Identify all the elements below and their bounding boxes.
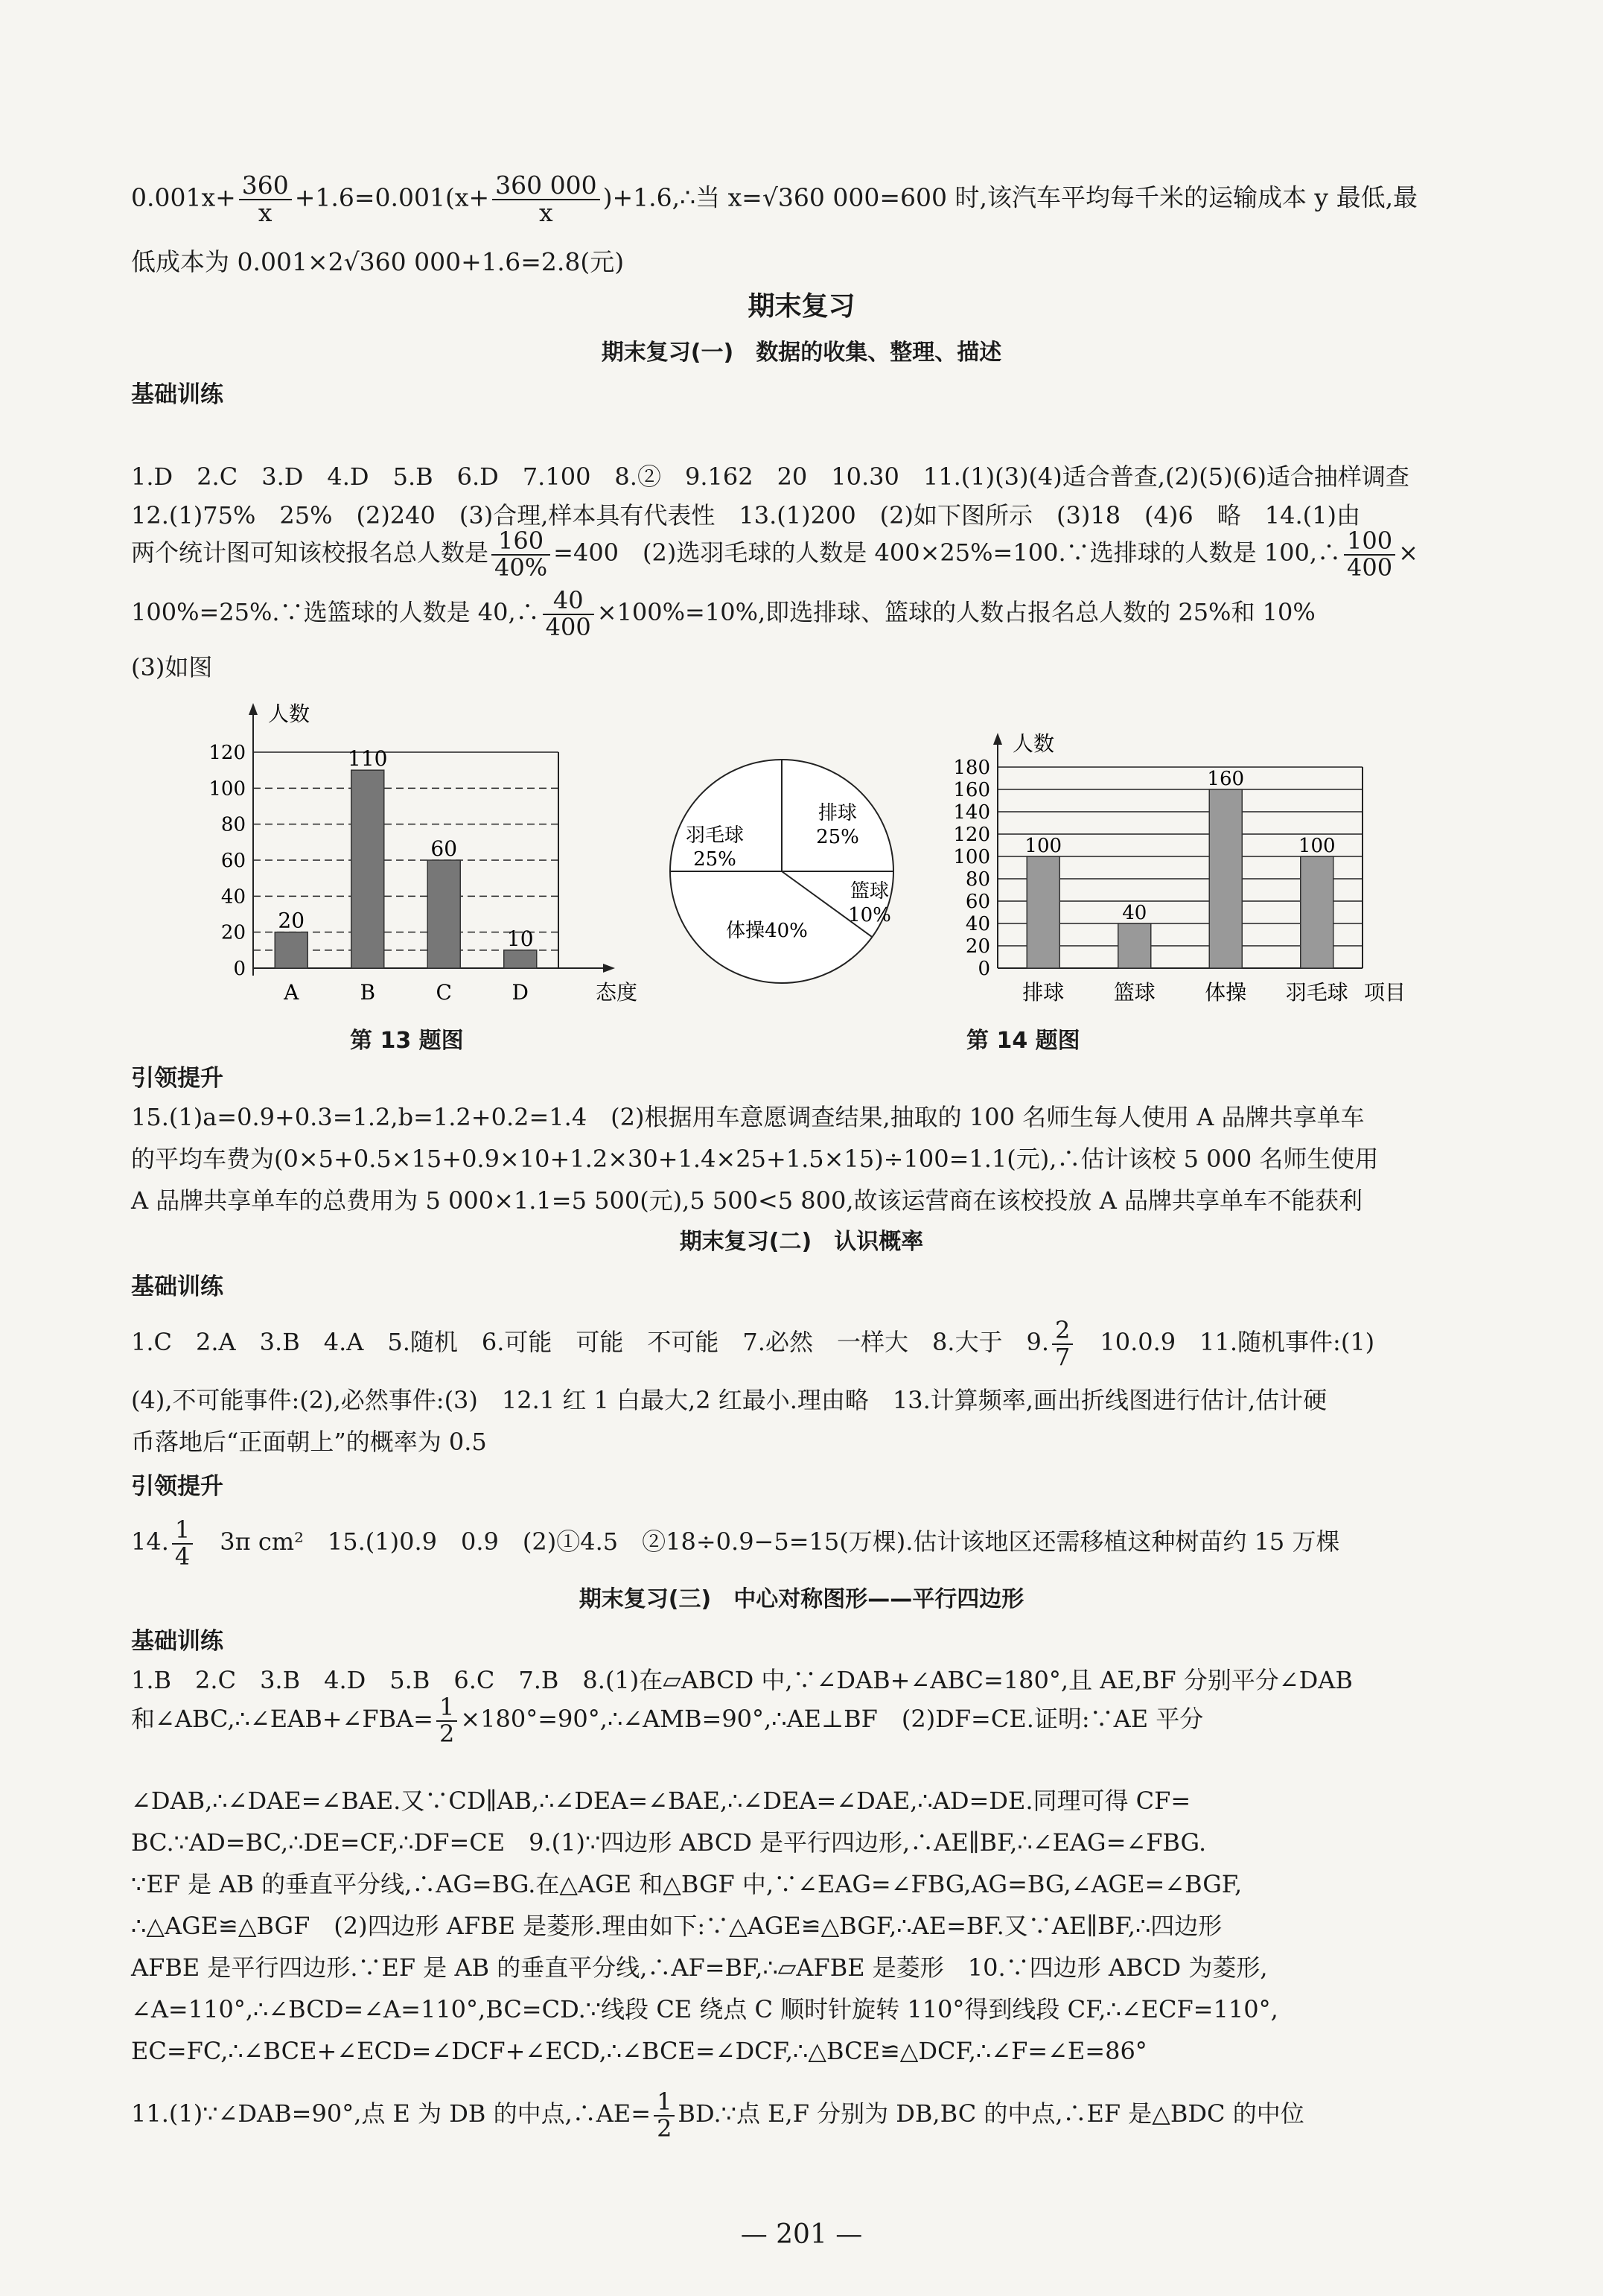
chart-pie [655, 752, 923, 983]
section-1-basic-label: 基础训练 [131, 381, 223, 408]
section-1-heading: 期末复习(一) 数据的收集、整理、描述 [601, 340, 1002, 366]
page-title: 期末复习 [748, 291, 855, 322]
bar [504, 950, 537, 968]
section-2-basic-label: 基础训练 [131, 1273, 223, 1300]
s2-line-1: 1.C 2.A 3.B 4.A 5.随机 6.可能 可能 不可能 7.必然 一样大 8.大于 9. $\frac{2}{7}$ 10.0.9 11.随机事件:(1) [131, 1315, 1375, 1371]
s1-line-8: A 品牌共享单车的总费用为 5 000×1.1=5 500(元),5 500<5 800,故该运营商在该校投放 A 品牌共享单车不能获利 [131, 1186, 1363, 1215]
intro-line-2: 低成本为 0.001×2√360 000+1.6=2.8(元) [131, 247, 625, 276]
y-axis-label: 人数 [1013, 731, 1055, 756]
s1-line-6: 15.(1)a=0.9+0.3=1.2,b=1.2+0.2=1.4 (2)根据用车意愿调查结果,抽取的 100 名师生每人使用 A 品牌共享单车 [131, 1103, 1365, 1131]
y-tick-label: 160 [953, 779, 990, 801]
s3-line-3: ∠DAB,∴∠DAE=∠BAE.又∵CD∥AB,∴∠DEA=∠BAE,∴∠DEA=∠DAE,∴AD=DE.同理可得 CF= [131, 1787, 1191, 1815]
y-axis-arrow [993, 733, 1002, 745]
fraction: $\frac{360}{x}$ [239, 173, 292, 226]
y-tick-label: 0 [978, 958, 990, 980]
s3-line-1: 1.B 2.C 3.B 4.D 5.B 6.C 7.B 8.(1)在▱ABCD 中,∵∠DAB+∠ABC=180°,且 AE,BF 分别平分∠DAB [131, 1666, 1353, 1694]
y-tick-label: 80 [220, 813, 246, 836]
section-2-advanced-label: 引领提升 [131, 1473, 223, 1500]
bar [275, 932, 307, 968]
s3-line-8: ∠A=110°,∴∠BCD=∠A=110°,BC=CD.∵线段 CE 绕点 C 顺时针旋转 110°得到线段 CF,∴∠ECF=110°, [131, 1995, 1278, 2023]
s1-line-1: 1.D 2.C 3.D 4.D 5.B 6.D 7.100 8.② 9.162 20 10.30 11.(1)(3)(4)适合普查,(2)(5)(6)适合抽样调查 [131, 462, 1409, 491]
y-tick-label: 60 [220, 850, 246, 872]
s2-line-3: 币落地后“正面朝上”的概率为 0.5 [131, 1428, 487, 1456]
y-tick-label: 180 [953, 757, 990, 779]
y-tick-label: 40 [220, 885, 246, 909]
y-tick-label: 100 [953, 846, 990, 868]
pie-label-line: 25% [816, 826, 859, 848]
pie-label-line: 羽毛球 [685, 824, 745, 847]
y-axis-label: 人数 [268, 702, 310, 726]
data-label: 110 [348, 746, 388, 772]
s1-line-7: 的平均车费为(0×5+0.5×15+0.9×10+1.2×30+1.4×25+1.5×15)÷100=1.1(元),∴估计该校 5 000 名师生使用 [131, 1145, 1379, 1173]
data-label: 40 [1122, 902, 1147, 924]
bar [351, 770, 384, 968]
fraction: $\frac{2}{7}$ [1052, 1318, 1073, 1370]
x-tick-label: C [436, 980, 452, 1005]
y-tick-label: 20 [220, 921, 246, 944]
chart-q13 [208, 693, 638, 1005]
s1-line-4: 100%=25%.∵选篮球的人数是 40,∴ $\frac{40}{400}$ ×100%=10%,即选排球、篮球的人数占报名总人数的 25%和 10% [131, 585, 1316, 641]
data-label: 60 [430, 836, 458, 861]
y-tick-label: 0 [233, 958, 246, 980]
bar [1027, 856, 1059, 968]
section-1-advanced-label: 引领提升 [131, 1065, 223, 1092]
s2-line-4: 14. $\frac{1}{4}$ 3π cm² 15.(1)0.9 0.9 (2)①4.5 ②18÷0.9−5=15(万棵).估计该地区还需移植这种树苗约 15 万棵 [131, 1515, 1340, 1571]
s3-line-9: EC=FC,∴∠BCE+∠ECD=∠DCF+∠ECD,∴∠BCE=∠DCF,∴△BCE≌△DCF,∴∠F=∠E=86° [131, 2037, 1147, 2065]
fraction: $\frac{40}{400}$ [543, 588, 594, 640]
y-tick-label: 20 [965, 935, 990, 958]
data-label: 10 [506, 926, 534, 951]
s3-line-7: AFBE 是平行四边形.∵EF 是 AB 的垂直平分线,∴AF=BF,∴▱AFBE 是菱形 10.∵四边形 ABCD 为菱形, [131, 1953, 1268, 1982]
y-tick-label: 100 [208, 777, 246, 801]
x-tick-label: 体操 [1205, 980, 1247, 1005]
caption-q14: 第 14 题图 [966, 1028, 1080, 1054]
s3-line-6: ∴△AGE≌△BGF (2)四边形 AFBE 是菱形.理由如下:∵△AGE≌△BGF,∴AE=BF.又∵AE∥BF,∴四边形 [131, 1912, 1223, 1940]
pie-label-line: 排球 [818, 802, 858, 824]
s3-line-2: 和∠ABC,∴∠EAB+∠FBA= $\frac{1}{2}$ ×180°=90°,∴∠AMB=90°,∴AE⊥BF (2)DF=CE.证明:∵AE 平分 [131, 1692, 1204, 1748]
chart-q14 [946, 722, 1422, 1005]
pie-label-line: 25% [693, 848, 736, 871]
bar [1209, 789, 1242, 968]
y-tick-label: 60 [965, 891, 990, 913]
page-number: — 201 — [740, 2219, 863, 2250]
y-tick-label: 40 [965, 913, 990, 935]
s1-line-3: 两个统计图可知该校报名总人数是 $\frac{160}{40\%}$ =400 (2)选羽毛球的人数是 400×25%=100.∵选排球的人数是 100,∴ $\frac{100}{400}$ × [131, 526, 1418, 582]
s3-line-4: BC.∵AD=BC,∴DE=CF,∴DF=CE 9.(1)∵四边形 ABCD 是平行四边形,∴AE∥BF,∴∠EAG=∠FBG. [131, 1828, 1207, 1857]
x-tick-label: 篮球 [1113, 980, 1156, 1005]
section-3-basic-label: 基础训练 [131, 1628, 223, 1655]
y-tick-label: 120 [208, 742, 246, 764]
bar [1301, 856, 1333, 968]
x-tick-label: A [284, 980, 299, 1005]
fraction: $\frac{1}{4}$ [172, 1518, 193, 1569]
y-tick-label: 140 [953, 801, 990, 824]
s1-line-5: (3)如图 [131, 653, 213, 681]
section-2-heading: 期末复习(二) 认识概率 [679, 1229, 924, 1255]
fraction: $\frac{100}{400}$ [1344, 529, 1395, 580]
x-tick-label: 羽毛球 [1285, 980, 1348, 1005]
y-axis-arrow [249, 703, 258, 715]
x-axis-label: 项目 [1363, 980, 1406, 1005]
pie-label-line: 10% [848, 904, 891, 926]
caption-q13: 第 13 题图 [350, 1028, 464, 1054]
y-tick-label: 120 [953, 824, 990, 846]
pie-label-line: 篮球 [850, 880, 890, 903]
fraction: $\frac{1}{2}$ [436, 1695, 457, 1746]
x-tick-label: B [360, 980, 376, 1005]
data-label: 100 [1024, 835, 1062, 857]
y-tick-label: 80 [965, 868, 990, 891]
bar [1118, 923, 1151, 968]
fraction: $\frac{1}{2}$ [654, 2090, 675, 2141]
data-label: 20 [278, 908, 305, 933]
x-tick-label: 排球 [1022, 980, 1065, 1005]
pie-label-line: 体操40% [726, 920, 808, 942]
fraction: $\frac{160}{40\%}$ [491, 529, 550, 580]
intro-line-1: 0.001x+ $\frac{360}{x}$ +1.6=0.001(x+ $\frac{360 000}{x}$ )+1.6,∴当 x=√360 000=600 时,该汽车平均每千米的运输成本 y 最低,最 [131, 171, 1418, 227]
s1-line-2: 12.(1)75% 25% (2)240 (3)合理,样本具有代表性 13.(1)200 (2)如下图所示 (3)18 (4)6 略 14.(1)由 [131, 501, 1360, 530]
fraction: $\frac{360 000}{x}$ [492, 173, 599, 226]
data-label: 160 [1207, 768, 1245, 790]
s2-line-2: (4),不可能事件:(2),必然事件:(3) 12.1 红 1 白最大,2 红最小.理由略 13.计算频率,画出折线图进行估计,估计硬 [131, 1386, 1328, 1414]
x-tick-label: D [512, 980, 529, 1005]
s3-line-5: ∵EF 是 AB 的垂直平分线,∴AG=BG.在△AGE 和△BGF 中,∵∠EAG=∠FBG,AG=BG,∠AGE=∠BGF, [131, 1870, 1243, 1898]
bar [427, 860, 460, 968]
s3-line-10: 11.(1)∵∠DAB=90°,点 E 为 DB 的中点,∴AE= $\frac{1}{2}$ BD.∵点 E,F 分别为 DB,BC 的中点,∴EF 是△BDC 的中位 [131, 2087, 1304, 2143]
pie-label [726, 920, 808, 942]
section-3-heading: 期末复习(三) 中心对称图形——平行四边形 [579, 1586, 1024, 1612]
data-label: 100 [1298, 835, 1336, 857]
x-axis-arrow [603, 964, 615, 973]
x-axis-label: 态度 [595, 980, 638, 1005]
